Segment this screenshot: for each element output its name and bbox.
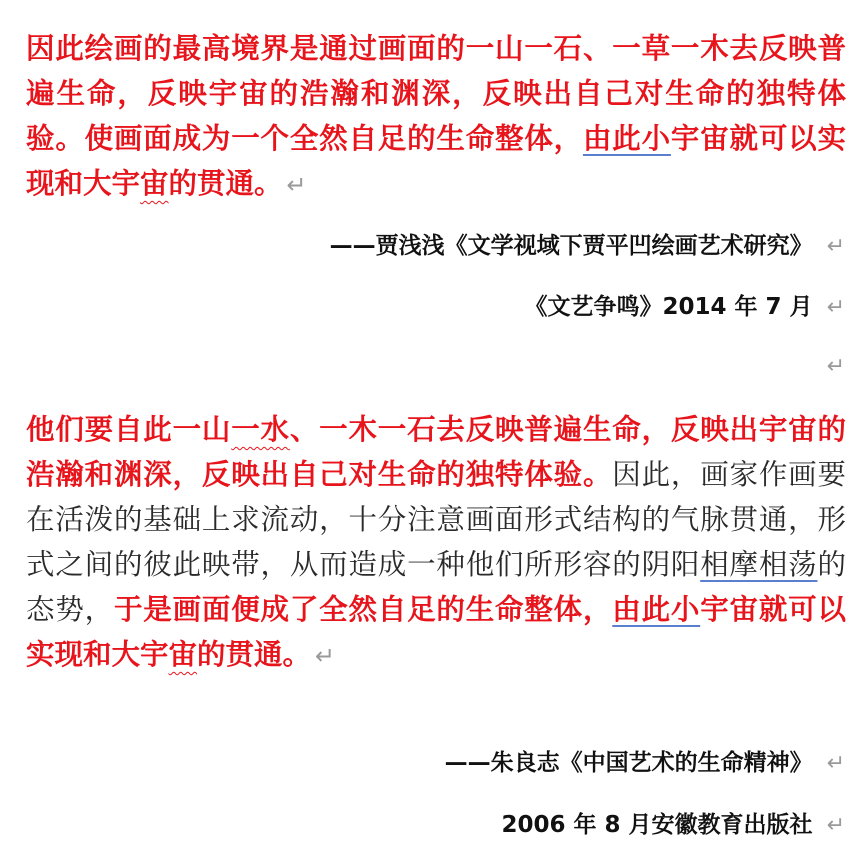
- paragraph-mark-icon: ↵: [826, 295, 845, 320]
- citation2-publication: [502, 808, 845, 843]
- paragraph-mark-icon: ↵: [826, 354, 845, 379]
- quote2-text-e: 的贯通。: [197, 638, 312, 671]
- paragraph-mark-icon: ↵: [826, 234, 845, 259]
- paragraph-mark-icon: ↵: [826, 813, 845, 838]
- citation2-source-text: ——朱良志《中国艺术的生命精神》: [444, 750, 813, 776]
- quote2-spellcheck-phrase: 一水: [231, 413, 290, 446]
- quote2-text-d: 宇宙就可以实现和大宇: [26, 593, 846, 671]
- paragraph-mark-icon: ↵: [286, 171, 307, 199]
- quote1-text-b: 宇宙就可以实现和大宇: [26, 122, 846, 200]
- empty-paragraph: [813, 349, 845, 384]
- quote-paragraph-2: [26, 407, 846, 679]
- citation1-publication-text: 《文艺争鸣》2014 年 7 月: [524, 294, 813, 320]
- citation2-source: [445, 746, 845, 781]
- paragraph-mark-icon: ↵: [826, 751, 845, 776]
- quote-paragraph-1: [26, 26, 846, 208]
- quote2-underlined-phrase: 相摩相荡: [700, 548, 818, 581]
- quote2-text-c: 于是画面便成了全然自足的生命整体，: [113, 593, 613, 626]
- citation1-publication: [525, 290, 845, 325]
- citation1-source: [330, 229, 845, 264]
- quote2-text-b: 、一木一石去反映普遍生命，反映出宇宙的浩瀚和渊深，反映出自己对生命的独特体验。: [26, 413, 846, 491]
- quote1-text-a: 因此绘画的最高境界是通过画面的一山一石、一草一木去反映普遍生命，反映宇宙的浩瀚和渊深，反映出自己对生命的独特体验。使画面成为一个全然自足的生命整体，: [26, 32, 846, 155]
- paragraph-mark-icon: ↵: [315, 642, 336, 670]
- quote2-normal-text-a: 因此，画家作画要在活泼的基础上求流动，十分注意画面形式结构的气脉贯通，形式之间的彼此映带，从而造成一种他们所形容的阴阳: [26, 458, 846, 581]
- quote1-text-c: 的贯通。: [168, 167, 283, 200]
- quote1-spellcheck-char: 宙: [140, 167, 169, 200]
- quote1-underlined-phrase: 由此小: [582, 122, 671, 155]
- citation2-publication-text: 2006 年 8 月安徽教育出版社: [501, 812, 813, 838]
- citation1-source-text: ——贾浅浅《文学视域下贾平凹绘画艺术研究》: [329, 233, 813, 259]
- quote2-underlined-phrase-2: 由此小: [612, 593, 701, 626]
- quote2-text-a: 他们要自此一山: [26, 413, 232, 446]
- quote2-spellcheck-char: 宙: [168, 638, 198, 671]
- quote2-normal-text-b: 的态势，: [26, 548, 846, 626]
